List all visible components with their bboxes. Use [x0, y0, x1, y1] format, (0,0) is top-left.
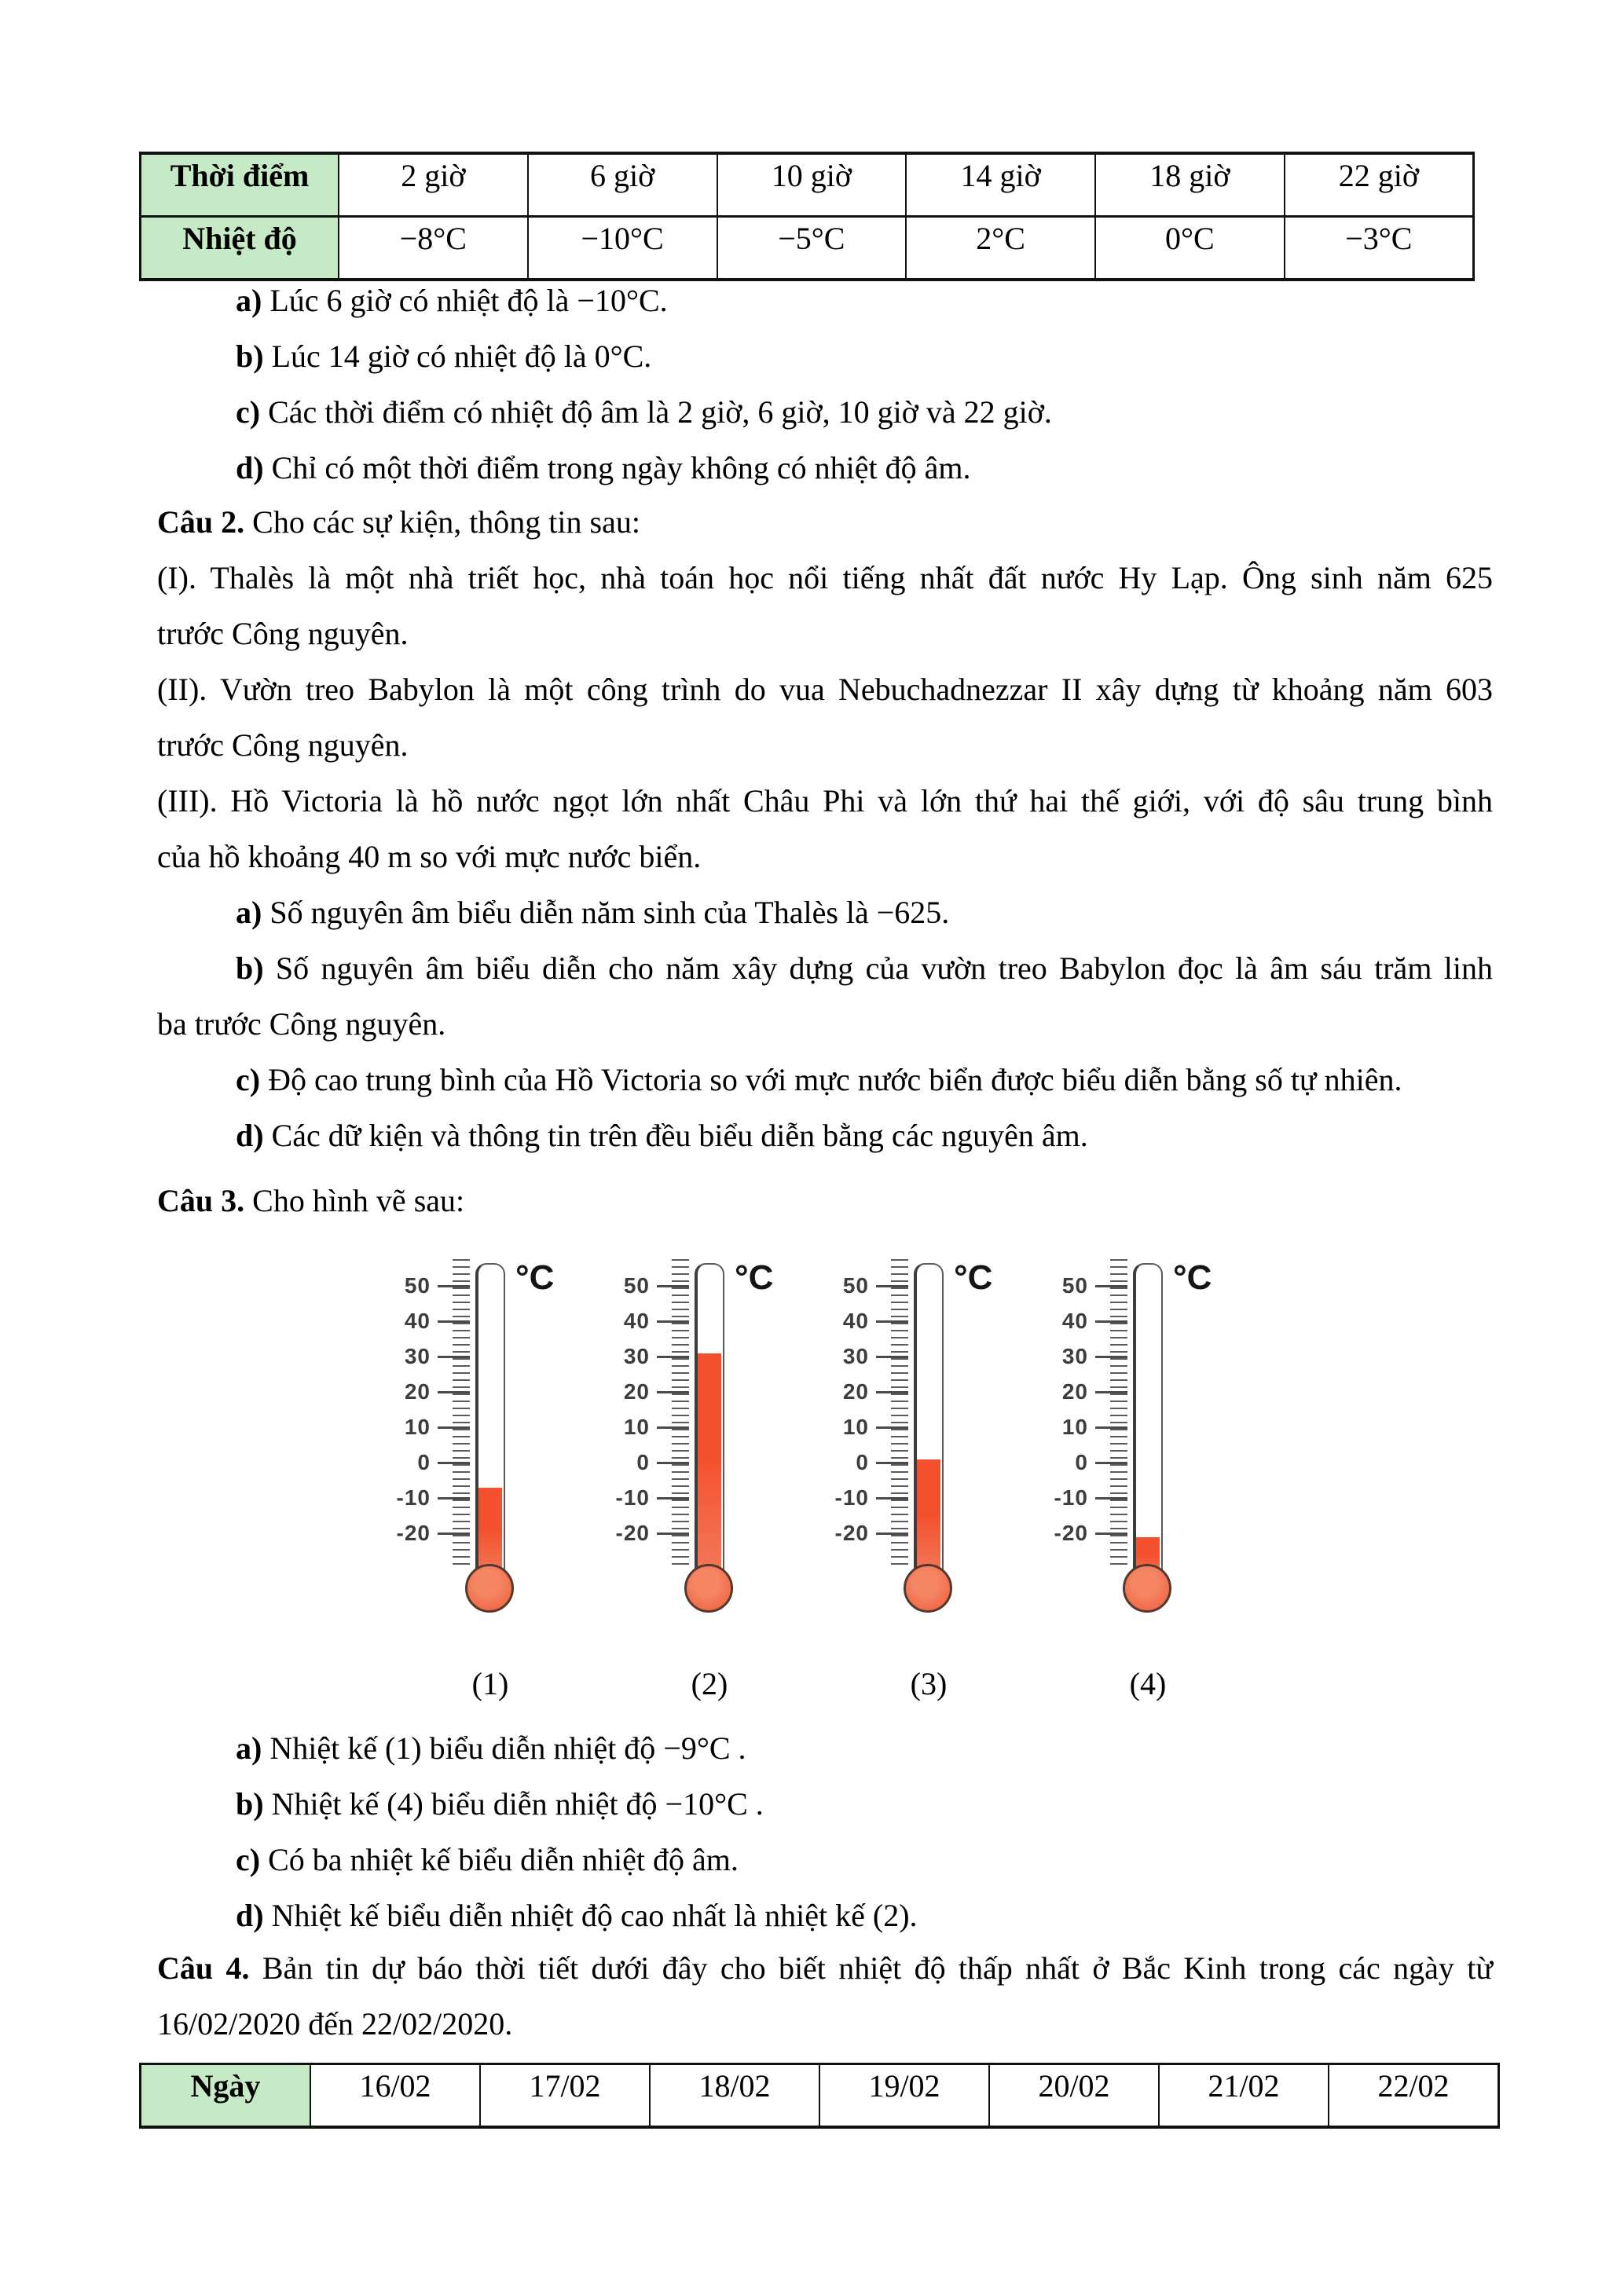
table-cell: −8°C: [339, 217, 528, 280]
scale-label: 0: [856, 1450, 869, 1474]
scale-label: 10: [623, 1415, 650, 1439]
fact-2-line-2: trước Công nguyên.: [157, 727, 409, 763]
tick-marks: [672, 1259, 689, 1565]
item-d: d) Các dữ kiện và thông tin trên đều biểu diễn bằng các nguyên âm.: [236, 1118, 1088, 1153]
question-1-items: [157, 273, 1493, 496]
scale-label: 0: [636, 1450, 650, 1474]
line-label: a): [236, 895, 262, 930]
item-d: d) Nhiệt kế biểu diễn nhiệt độ cao nhất là nhiệt kế (2).: [236, 1898, 918, 1933]
scale-label: 20: [1061, 1379, 1088, 1404]
table-cell: 6 giờ: [528, 153, 717, 217]
table-cell: 2 giờ: [339, 153, 528, 217]
question-4-title-line-2: 16/02/2020 đến 22/02/2020.: [157, 2006, 513, 2041]
question-3-title: Câu 3. Cho hình vẽ sau:: [157, 1183, 465, 1218]
line-label: d): [236, 1898, 264, 1933]
thermometer-caption: (4): [1129, 1666, 1167, 1701]
table-cell: 20/02: [989, 2064, 1159, 2128]
thermometer-3: [816, 1241, 1012, 1720]
scale-label: 20: [404, 1379, 431, 1404]
item-c: c) Độ cao trung bình của Hồ Victoria so với mực nước biển được biểu diễn bằng số tự nhiên.: [236, 1062, 1402, 1097]
fact-1-line-2: trước Công nguyên.: [157, 616, 409, 651]
table-cell: 22/02: [1329, 2064, 1499, 2128]
table-row: [141, 153, 1474, 217]
fact-1-line-1: (I). Thalès là một nhà triết học, nhà toán học nổi tiếng nhất đất nước Hy Lạp. Ông sinh năm 625: [157, 560, 1493, 595]
thermometer-bulb: [1123, 1564, 1171, 1613]
item-c: c) Các thời điểm có nhiệt độ âm là 2 giờ, 6 giờ, 10 giờ và 22 giờ.: [236, 394, 1052, 430]
table-cell: −5°C: [717, 217, 907, 280]
scale-label: 40: [404, 1309, 431, 1333]
thermometer-caption: (1): [471, 1666, 509, 1701]
thermometer-tube: [1133, 1263, 1163, 1571]
scale-label: -10: [1054, 1485, 1088, 1510]
table-cell: 18/02: [650, 2064, 819, 2128]
question-3-heading: [157, 1173, 1493, 1229]
line-label: b): [236, 950, 264, 986]
table-cell: 17/02: [480, 2064, 650, 2128]
line-label: Câu 3.: [157, 1183, 245, 1218]
scale-label: 20: [842, 1379, 869, 1404]
mercury-column: [917, 1459, 940, 1580]
table-cell: 16/02: [310, 2064, 480, 2128]
scale-label: -10: [834, 1485, 869, 1510]
celsius-unit-label: °C: [954, 1258, 993, 1297]
temperature-by-time-table: [139, 152, 1475, 281]
scale-label: 10: [842, 1415, 869, 1439]
scale-label: 30: [842, 1344, 869, 1368]
scale-label: 40: [842, 1309, 869, 1333]
question-3-items: [157, 1720, 1493, 1943]
thermometer-2: [596, 1241, 793, 1720]
celsius-unit-label: °C: [1173, 1258, 1212, 1297]
thermometer-caption: (3): [910, 1666, 948, 1701]
thermometer-figure: [377, 1241, 1320, 1720]
scale-label: 50: [404, 1273, 431, 1298]
item-b: b) Nhiệt kế (4) biểu diễn nhiệt độ −10°C .: [236, 1786, 764, 1822]
row-header-cell: Thời điểm: [141, 153, 339, 217]
date-row-table: [139, 2063, 1500, 2129]
line-label: c): [236, 1062, 261, 1097]
thermometer-bulb: [684, 1564, 733, 1613]
scale-label: -20: [1054, 1521, 1088, 1545]
line-label: d): [236, 1118, 264, 1153]
question-2-block: [157, 494, 1493, 1163]
celsius-unit-label: °C: [515, 1258, 555, 1297]
table-row: [141, 2064, 1499, 2128]
thermometer-bulb: [904, 1564, 952, 1613]
line-label: c): [236, 1842, 261, 1877]
tick-marks: [453, 1259, 470, 1565]
thermometer-caption: (2): [691, 1666, 728, 1701]
item-b-line-1: b) Số nguyên âm biểu diễn cho năm xây dựng của vườn treo Babylon đọc là âm sáu trăm linh: [236, 950, 1493, 986]
table-cell: 10 giờ: [717, 153, 907, 217]
item-d: d) Chỉ có một thời điểm trong ngày không có nhiệt độ âm.: [236, 450, 971, 485]
line-label: a): [236, 1730, 262, 1766]
table-cell: 0°C: [1095, 217, 1285, 280]
fact-2-line-1: (II). Vườn treo Babylon là một công trình do vua Nebuchadnezzar II xây dựng từ khoảng năm 603: [157, 672, 1493, 707]
question-4-title-line-1: Câu 4. Bản tin dự báo thời tiết dưới đây cho biết nhiệt độ thấp nhất ở Bắc Kinh trong các ngày từ: [157, 1950, 1493, 1986]
item-b: b) Lúc 14 giờ có nhiệt độ là 0°C.: [236, 339, 652, 374]
table-cell: −10°C: [528, 217, 717, 280]
line-label: Câu 2.: [157, 504, 245, 540]
line-label: Câu 4.: [157, 1950, 250, 1986]
item-a: a) Lúc 6 giờ có nhiệt độ là −10°C.: [236, 283, 668, 318]
celsius-unit-label: °C: [735, 1258, 774, 1297]
fact-3-line-2: của hồ khoảng 40 m so với mực nước biển.: [157, 839, 702, 874]
table-cell: 18 giờ: [1095, 153, 1285, 217]
tick-marks: [891, 1259, 908, 1565]
thermometer-bulb: [465, 1564, 514, 1613]
item-a: a) Số nguyên âm biểu diễn năm sinh của Thalès là −625.: [236, 895, 950, 930]
scale-label: -10: [396, 1485, 431, 1510]
scale-label: 0: [417, 1450, 431, 1474]
table-cell: 19/02: [819, 2064, 989, 2128]
table-cell: 21/02: [1159, 2064, 1329, 2128]
table-cell: 14 giờ: [906, 153, 1095, 217]
table-row: [141, 217, 1474, 280]
mercury-column: [698, 1353, 721, 1580]
scale-label: 30: [404, 1344, 431, 1368]
scale-label: 20: [623, 1379, 650, 1404]
line-label: b): [236, 1786, 264, 1822]
scale-label: 0: [1075, 1450, 1088, 1474]
scale-label: 50: [1061, 1273, 1088, 1298]
tick-marks: [1110, 1259, 1127, 1565]
scale-label: 40: [1061, 1309, 1088, 1333]
question-2-title: Câu 2. Cho các sự kiện, thông tin sau:: [157, 504, 640, 540]
row-header-cell: Ngày: [141, 2064, 311, 2128]
fact-3-line-1: (III). Hồ Victoria là hồ nước ngọt lớn nhất Châu Phi và lớn thứ hai thế giới, với độ sâu trung bình: [157, 783, 1493, 818]
scale-label: 10: [1061, 1415, 1088, 1439]
scale-label: -10: [615, 1485, 650, 1510]
scale-label: -20: [834, 1521, 869, 1545]
scale-label: 50: [623, 1273, 650, 1298]
item-c: c) Có ba nhiệt kế biểu diễn nhiệt độ âm.: [236, 1842, 739, 1877]
line-label: d): [236, 450, 264, 485]
item-a: a) Nhiệt kế (1) biểu diễn nhiệt độ −9°C .: [236, 1730, 746, 1766]
question-4-block: [157, 1940, 1493, 2052]
scale-label: 30: [623, 1344, 650, 1368]
thermometer-4: [1035, 1241, 1231, 1720]
scale-label: 30: [1061, 1344, 1088, 1368]
scale-label: 10: [404, 1415, 431, 1439]
scale-label: -20: [396, 1521, 431, 1545]
item-b-line-2: ba trước Công nguyên.: [157, 1006, 446, 1042]
scale-label: 50: [842, 1273, 869, 1298]
table-cell: 22 giờ: [1285, 153, 1474, 217]
thermometer-1: [377, 1241, 574, 1720]
line-label: a): [236, 283, 262, 318]
table-cell: 2°C: [906, 217, 1095, 280]
line-label: c): [236, 394, 261, 430]
scale-label: -20: [615, 1521, 650, 1545]
scale-label: 40: [623, 1309, 650, 1333]
line-label: b): [236, 339, 264, 374]
table-cell: −3°C: [1285, 217, 1474, 280]
row-header-cell: Nhiệt độ: [141, 217, 339, 280]
